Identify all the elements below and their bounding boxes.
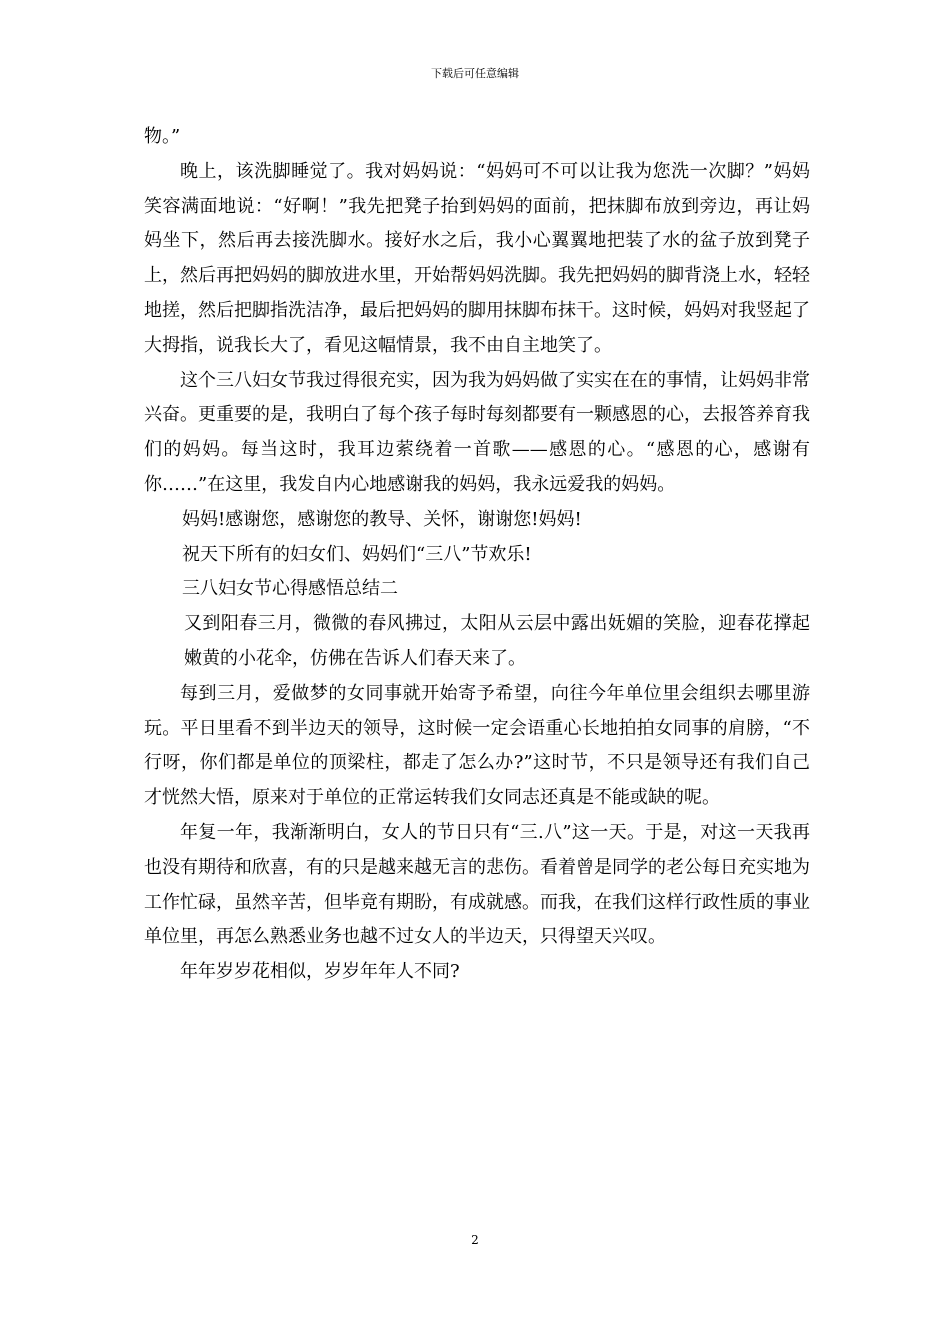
paragraph-closing-line: 年年岁岁花相似，岁岁年年人不同? [180, 961, 460, 983]
paragraph-gratitude: 这个三八妇女节我过得很充实，因为我为妈妈做了实实在在的事情，让妈妈非常兴奋。更重要的是，我明白了每个孩子每时每刻都要有一颗感恩的心，去报答养育我们的妈妈。每当这时，我耳边萦绕着一首歌——感恩的心。“感恩的心，感谢有你……”在这里，我发自内心地感谢我的妈妈，我永远爱我的妈妈。 [144, 369, 810, 495]
paragraph-march: 每到三月，爱做梦的女同事就开始寄予希望，向往今年单位里会组织去哪里游玩。平日里看不到半边天的领导，这时候一定会语重心长地拍拍女同事的肩膀，“不行呀，你们都是单位的顶梁柱，都走了怎么办?”这时节，不只是领导还有我们自己才恍然大悟，原来对于单位的正常运转我们女同志还真是不能或缺的呢。 [144, 682, 810, 809]
section-heading: 三八妇女节心得感悟总结二 [182, 578, 398, 600]
paragraph-continuation: 物。” [144, 126, 181, 147]
document-body [144, 120, 810, 990]
paragraph-year-after-year: 年复一年，我渐渐明白，女人的节日只有“三.八”这一天。于是，对这一天我再也没有期待和欣喜，有的只是越来越无言的悲伤。看着曾是同学的老公每日充实地为工作忙碌，虽然辛苦，但毕竟有期盼，有成就感。而我，在我们这样行政性质的事业单位里，再怎么熟悉业务也越不过女人的半边天，只得望天兴叹。 [144, 821, 810, 948]
paragraph-thanks-mom: 妈妈!感谢您，感谢您的教导、关怀，谢谢您!妈妈! [182, 508, 582, 530]
paragraph-spring: 又到阳春三月，微微的春风拂过，太阳从云层中露出妩媚的笑脸，迎春花撑起嫩黄的小花伞，仿佛在告诉人们春天来了。 [184, 613, 810, 669]
page-number: 2 [471, 1233, 479, 1247]
paragraph-foot-washing: 晚上，该洗脚睡觉了。我对妈妈说：“妈妈可不可以让我为您洗一次脚？”妈妈笑容满面地说：“好啊！”我先把凳子抬到妈妈的面前，把抹脚布放到旁边，再让妈妈坐下，然后再去接洗脚水。接好水之后，我小心翼翼地把装了水的盆子放到凳子上，然后再把妈妈的脚放进水里，开始帮妈妈洗脚。我先把妈妈的脚背浇上水，轻轻地搓，然后把脚指洗洁净，最后把妈妈的脚用抹脚布抹干。这时候，妈妈对我竖起了大拇指，说我长大了，看见这幅情景，我不由自主地笑了。 [144, 160, 810, 356]
paragraph-wishes: 祝天下所有的妇女们、妈妈们“三八”节欢乐! [182, 543, 532, 565]
page-header: 下载后可任意编辑 [431, 67, 519, 80]
